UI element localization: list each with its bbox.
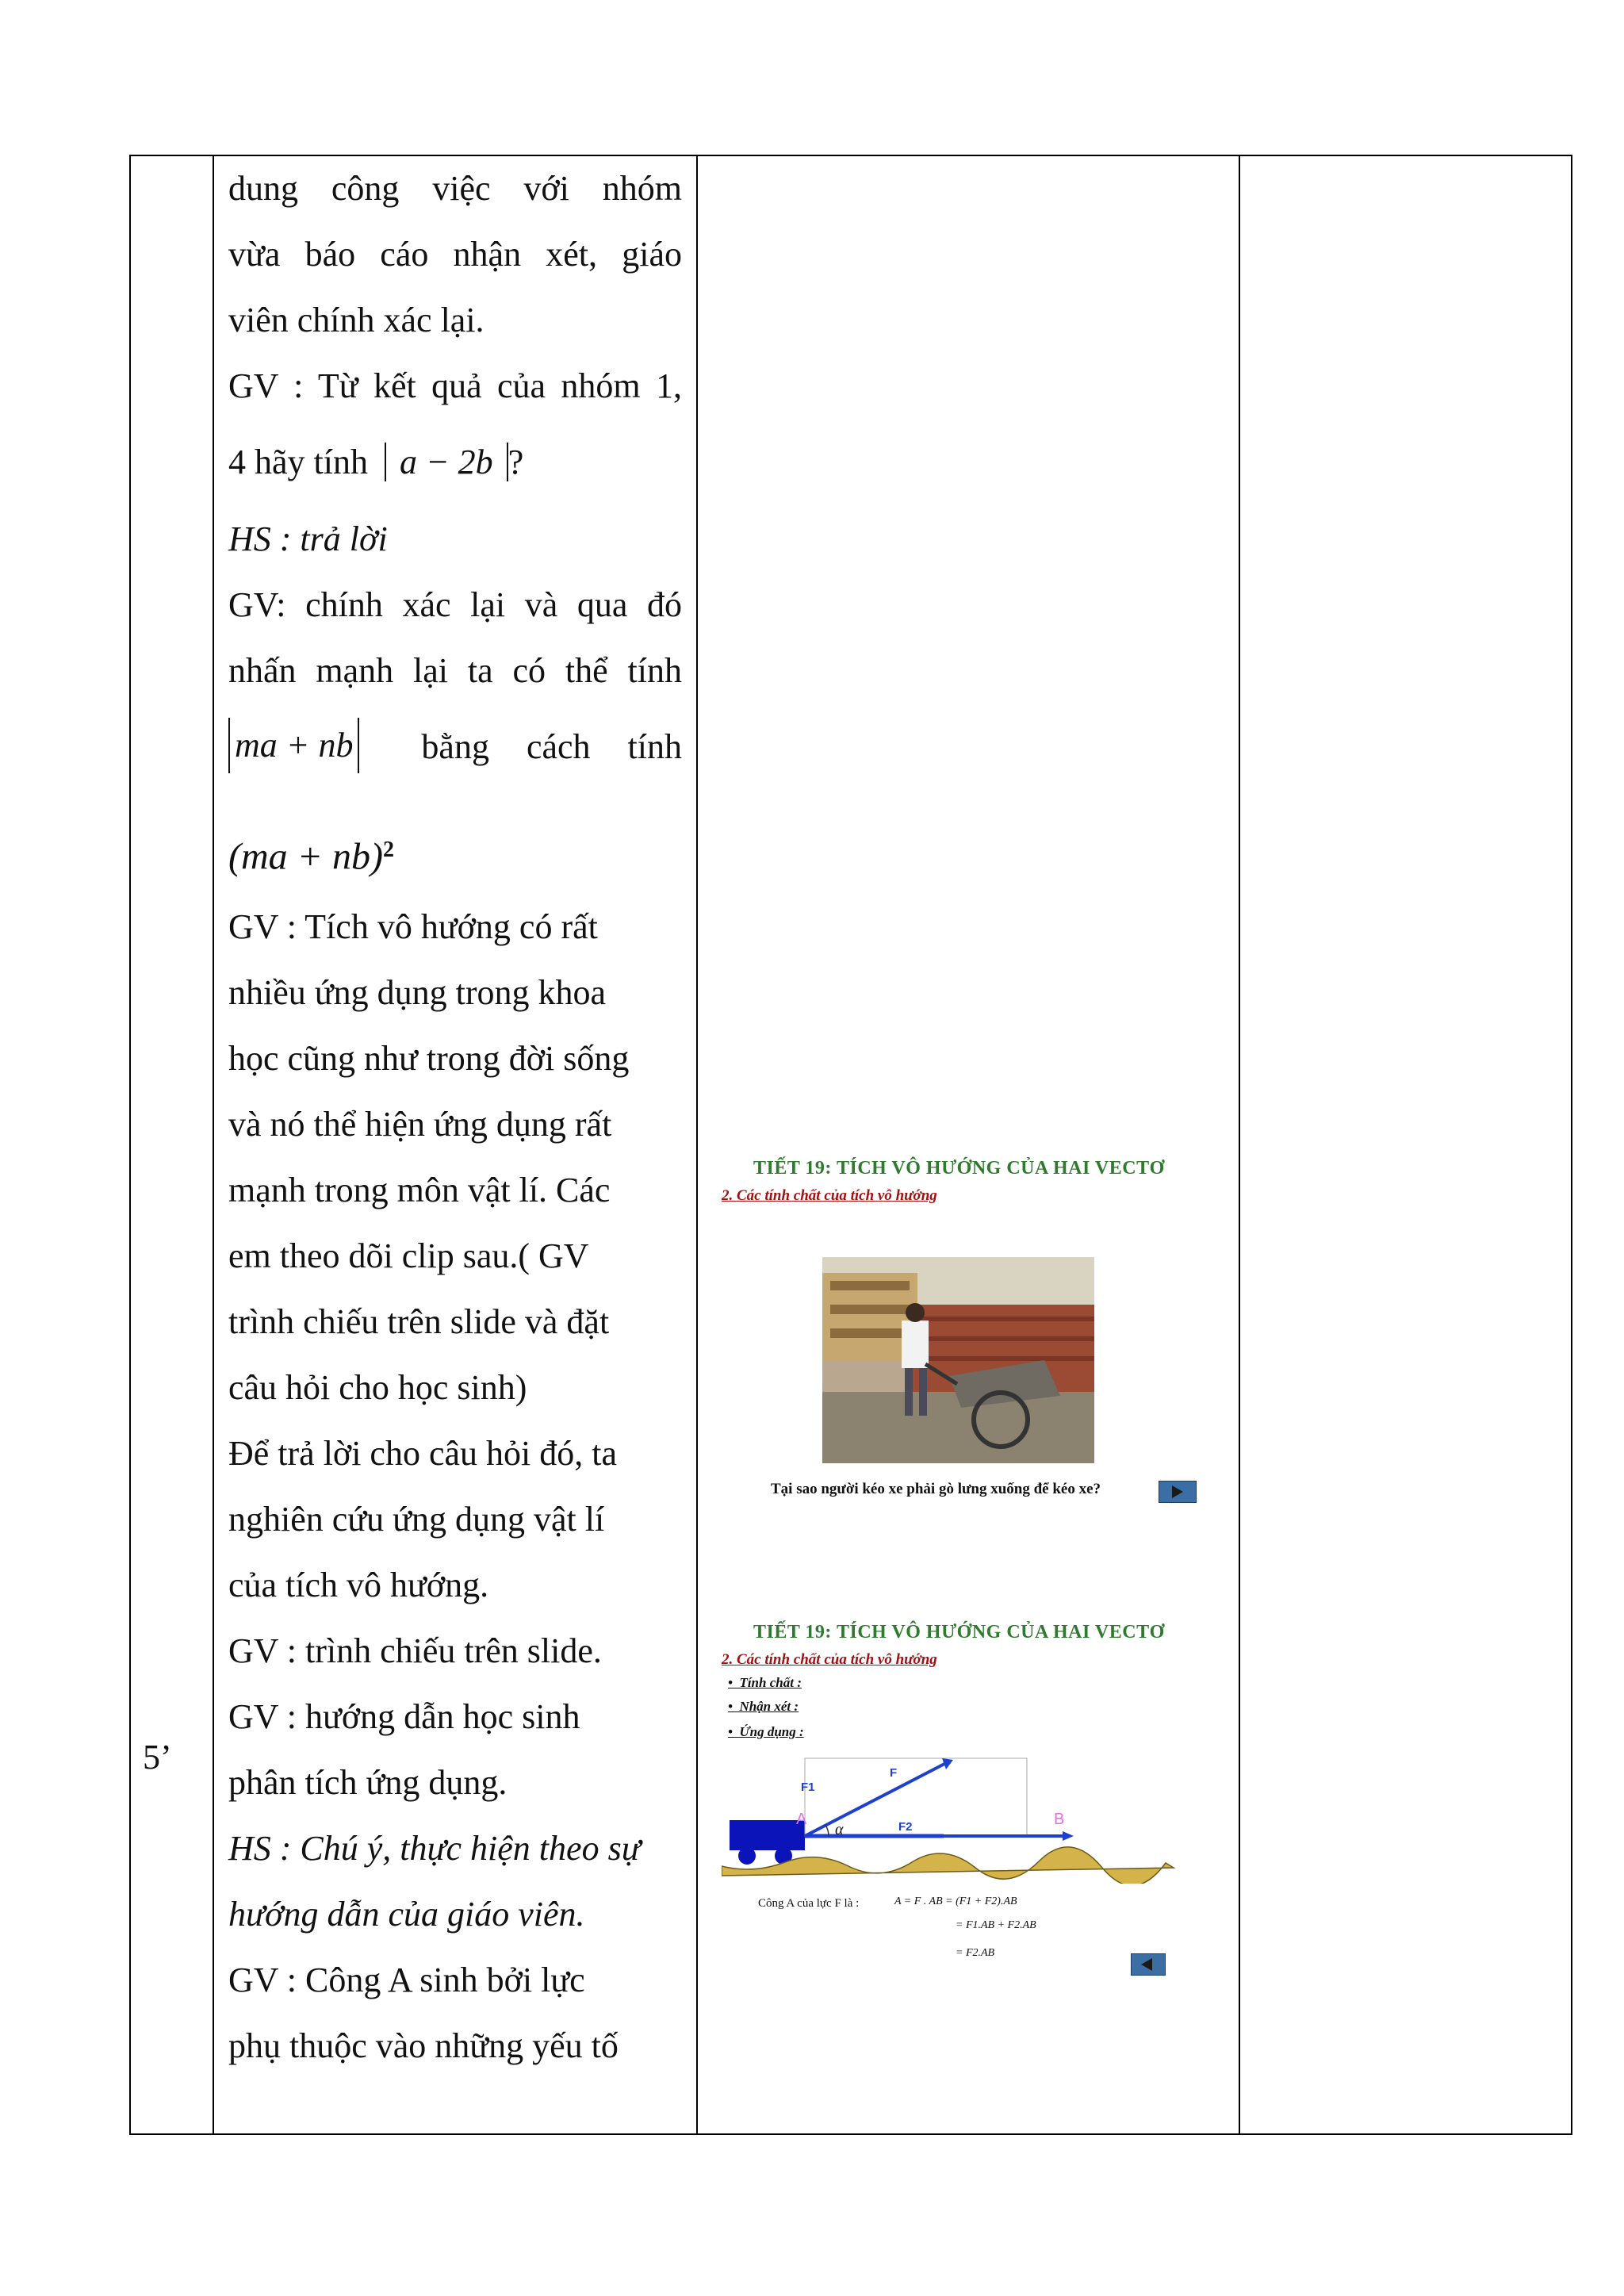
cart-photo [822, 1257, 1094, 1463]
bullet-item: • Ứng dụng : [728, 1724, 804, 1739]
slide-1-question: Tại sao người kéo xe phải gò lưng xuống để kéo xe? [771, 1481, 1101, 1497]
text-line-student: hướng dẫn của giáo viên. [228, 1895, 585, 1934]
formula-a-minus-2b: a − 2b [399, 443, 493, 481]
text-line-formula [228, 703, 682, 791]
text-line: mạnh trong môn vật lí. Các [228, 1171, 611, 1209]
abs-formula [385, 443, 508, 481]
text-line: GV : Công A sinh bởi lực [228, 1961, 585, 1999]
text-line: GV : Từ kết quả của nhóm 1, [228, 366, 682, 405]
text-fragment: bằng cách tính [421, 727, 682, 766]
text-line: em theo dõi clip sau.( GV [228, 1236, 589, 1275]
text-line-student: HS : trả lời [228, 519, 388, 558]
text-line: của tích vô hướng. [228, 1566, 489, 1604]
slide-1-subtitle: 2. Các tính chất của tích vô hướng [722, 1187, 937, 1204]
text-line: học cũng như trong đời sống [228, 1039, 630, 1078]
text-line: nghiên cứu ứng dụng vật lí [228, 1500, 605, 1539]
abs-formula-ma-nb: ma + nb [228, 718, 359, 773]
table-col-border-4 [1239, 155, 1240, 2135]
play-icon [1172, 1485, 1183, 1498]
label-F2: F2 [898, 1820, 913, 1834]
work-equation-2: = F1.AB + F2.AB [956, 1919, 1036, 1931]
text-line: GV : hướng dẫn học sinh [228, 1697, 580, 1736]
text-line: phụ thuộc vào những yếu tố [228, 2026, 619, 2065]
label-A: A [796, 1811, 807, 1828]
force-diagram [722, 1749, 1182, 1884]
work-equation-1: A = F . AB = (F1 + F2).AB [894, 1895, 1017, 1907]
text-line: câu hỏi cho học sinh) [228, 1368, 527, 1407]
next-slide-button[interactable] [1159, 1481, 1197, 1503]
time-cell: 5’ [143, 1738, 172, 1777]
text-line-formula [228, 791, 682, 894]
text-line: GV : trình chiếu trên slide. [228, 1631, 602, 1670]
text-line-student: HS : Chú ý, thực hiện theo sự [228, 1829, 641, 1868]
text-fragment: ? [508, 443, 524, 481]
text-line: phân tích ứng dụng. [228, 1763, 508, 1802]
text-line: Để trả lời cho câu hỏi đó, ta [228, 1434, 617, 1473]
bullet-item: • Tính chất : [728, 1675, 802, 1690]
text-line: nhiều ứng dụng trong khoa [228, 973, 607, 1012]
work-equation-3: = F2.AB [956, 1947, 995, 1959]
text-fragment: 4 hãy tính [228, 443, 368, 481]
text-line-formula [228, 419, 682, 506]
label-F1: F1 [801, 1780, 815, 1794]
bullet-item: • Nhận xét : [728, 1699, 799, 1714]
bullet-label: Nhận xét [739, 1699, 791, 1714]
back-icon [1141, 1958, 1152, 1971]
label-alpha: α [835, 1821, 844, 1838]
bullet-label: Tính chất [739, 1675, 794, 1690]
text-line: dung công việc với nhóm [228, 169, 682, 208]
slide-2-title: TIẾT 19: TÍCH VÔ HƯỚNG CỦA HAI VECTƠ [753, 1622, 1165, 1642]
bullet-label: Ứng dụng [739, 1724, 796, 1739]
text-line: viên chính xác lại. [228, 301, 485, 339]
label-F: F [890, 1766, 898, 1780]
prev-slide-button[interactable] [1131, 1953, 1166, 1976]
text-line: trình chiếu trên slide và đặt [228, 1302, 610, 1341]
slide-1-title: TIẾT 19: TÍCH VÔ HƯỚNG CỦA HAI VECTƠ [753, 1158, 1165, 1179]
text-line: GV: chính xác lại và qua đó [228, 585, 682, 624]
text-line: vừa báo cáo nhận xét, giáo [228, 235, 682, 274]
table-col-border-5 [1571, 155, 1572, 2135]
table-col-border-2 [213, 155, 214, 2135]
text-line: và nó thể hiện ứng dụng rất [228, 1105, 612, 1144]
slide-2-subtitle: 2. Các tính chất của tích vô hướng [722, 1651, 937, 1668]
exponent: 2 [383, 838, 395, 862]
text-line: GV : Tích vô hướng có rất [228, 907, 598, 946]
text-line: nhấn mạnh lại ta có thể tính [228, 651, 682, 690]
table-col-border-1 [129, 155, 131, 2135]
label-B: B [1054, 1811, 1065, 1828]
table-col-border-3 [696, 155, 698, 2135]
activity-text-column [228, 155, 682, 2079]
work-label: Công A của lực F là : [758, 1897, 860, 1910]
table-bottom-border [129, 2133, 1572, 2135]
formula-ma-nb-squared: (ma + nb) [228, 835, 384, 878]
